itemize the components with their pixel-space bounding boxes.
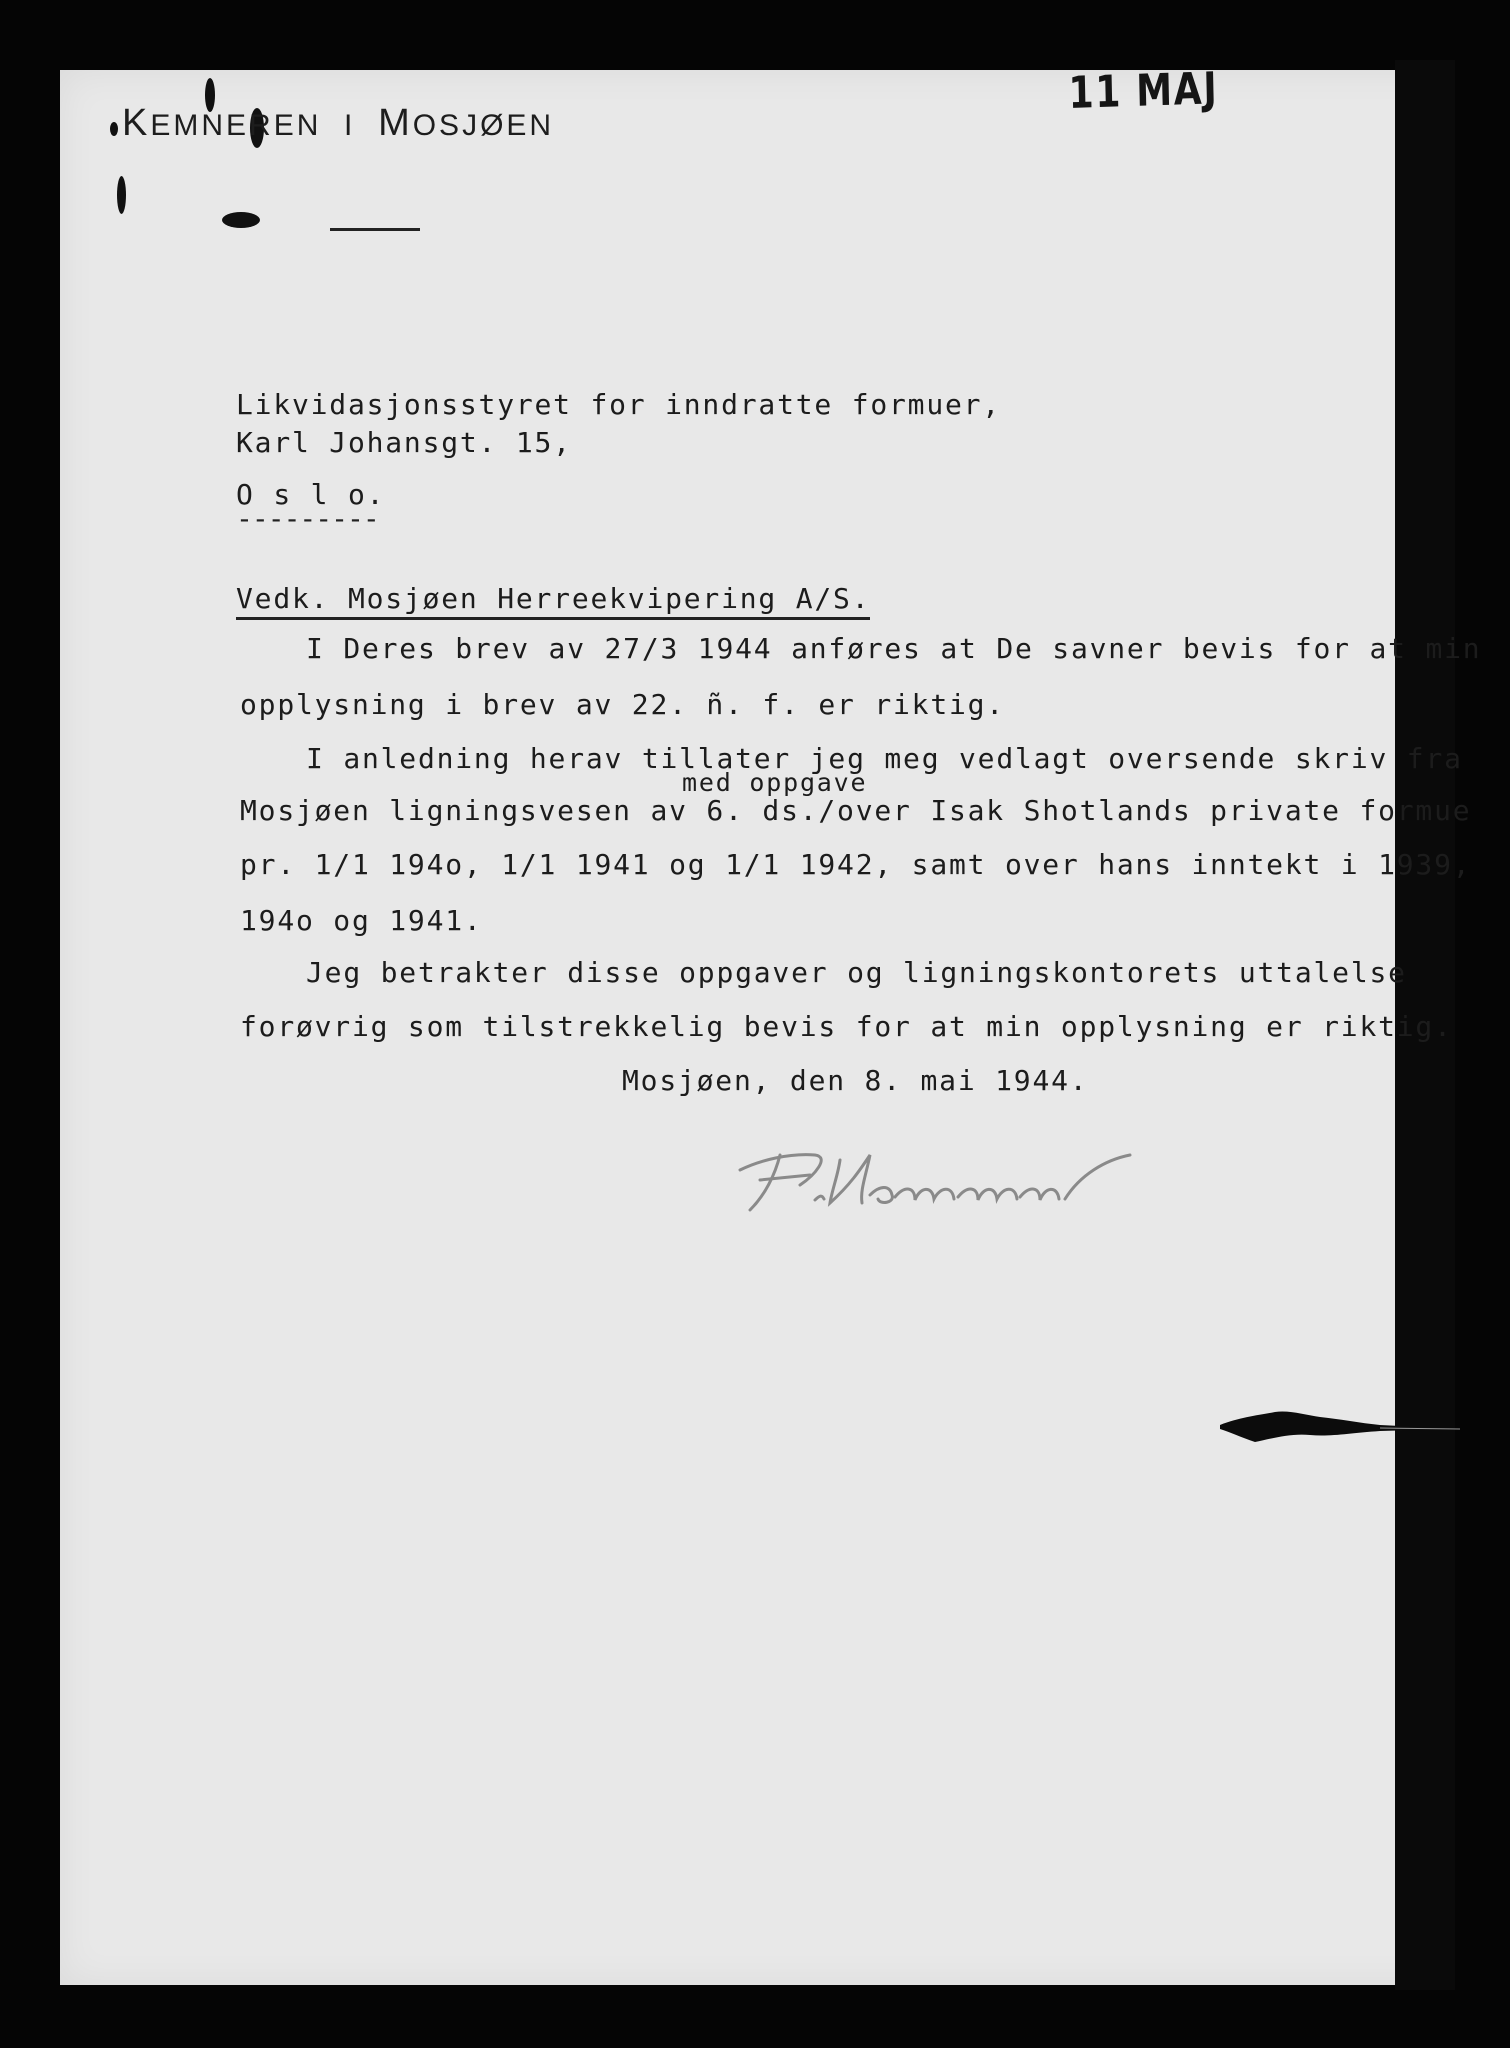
paper-tear-mark [1220, 1407, 1460, 1447]
subject-line: Vedk. Mosjøen Herreekvipering A/S. [236, 582, 870, 620]
handwritten-signature [720, 1115, 1190, 1225]
body-p1-line2: opplysning i brev av 22. ñ. f. er riktig. [240, 688, 1005, 721]
ink-smudge [222, 212, 260, 228]
closing-place-date: Mosjøen, den 8. mai 1944. [622, 1064, 1089, 1097]
address-city-rule: --------- [236, 502, 379, 535]
address-city: O s l o. [236, 478, 386, 511]
letterhead-i: I [344, 109, 356, 142]
address-line-1: Likvidasjonsstyret for inndratte formuer, [236, 388, 1001, 421]
letterhead-osjoen: OSJØEN [412, 109, 555, 142]
address-line-2: Karl Johansgt. 15, [236, 426, 572, 459]
letterhead [122, 102, 554, 145]
body-p3-line2: forøvrig som tilstrekkelig bevis for at min opplysning er riktig. [240, 1010, 1453, 1043]
letterhead-m: M [378, 102, 413, 144]
letterhead-rule [330, 228, 420, 231]
letterhead-k: K [122, 102, 151, 144]
letterhead-emneren: EMNEREN [150, 109, 322, 142]
body-p2-line1: I anledning herav tillater jeg meg vedlagt oversende skriv fra [306, 742, 1463, 775]
body-p3-line1: Jeg betrakter disse oppgaver og ligningskontorets uttalelse [306, 956, 1407, 989]
body-p2-line2: Mosjøen ligningsvesen av 6. ds./over Isak Shotlands private formue [240, 794, 1472, 827]
body-p1-line1: I Deres brev av 27/3 1944 anføres at De savner bevis for at min [306, 632, 1482, 665]
body-p2-insert: med oppgave [682, 768, 868, 797]
body-p2-line4: 194o og 1941. [240, 904, 483, 937]
ink-smudge [110, 122, 118, 136]
received-date-stamp: 11 MAJ [1068, 63, 1219, 119]
ink-smudge [117, 176, 126, 214]
body-p2-line3: pr. 1/1 194o, 1/1 1941 og 1/1 1942, samt over hans inntekt i 1939, [240, 848, 1472, 881]
